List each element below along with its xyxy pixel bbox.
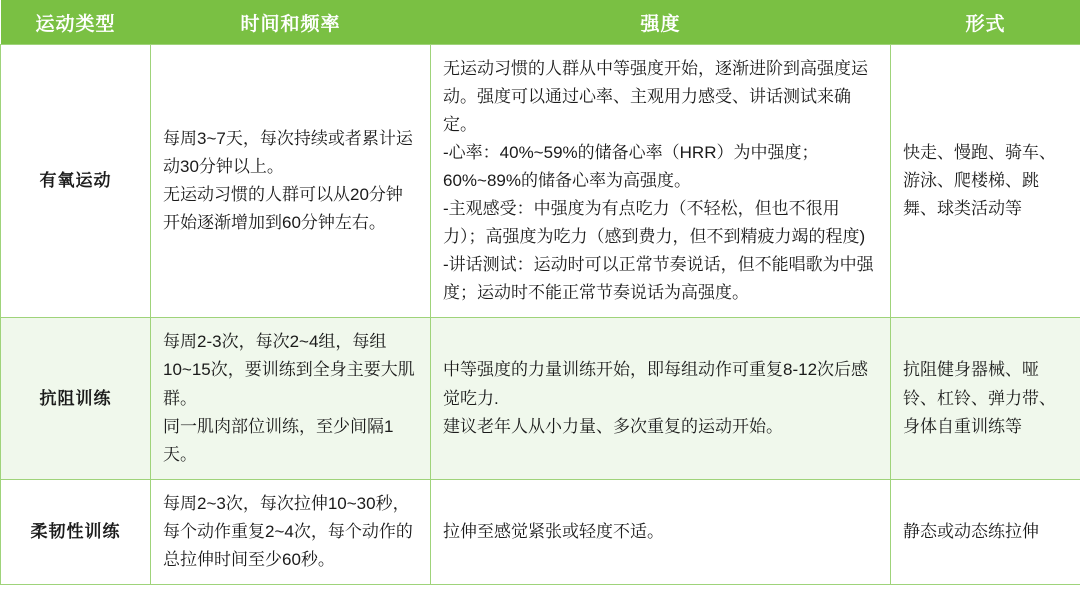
cell-form (891, 479, 1080, 584)
cell-paragraph: -主观感受：中强度为有点吃力（不轻松，但也不很用力）；高强度为吃力（感到费力，但不到精疲力竭的程度) (443, 199, 866, 247)
table-row (1, 45, 1080, 318)
table-header-row (1, 0, 1080, 45)
cell-time-frequency (151, 318, 431, 479)
cell-form (891, 45, 1080, 318)
cell-paragraph: 无运动习惯的人群可以从20分钟开始逐渐增加到60分钟左右。 (163, 185, 403, 233)
cell-intensity (431, 479, 891, 584)
cell-paragraph: 抗阻健身器械、哑铃、杠铃、弹力带、身体自重训练等 (903, 360, 1056, 436)
table-header (1, 0, 1080, 45)
cell-time-frequency (151, 45, 431, 318)
cell-time-frequency (151, 479, 431, 584)
cell-paragraph: -讲话测试：运动时可以正常节奏说话，但不能唱歌为中强度；运动时不能正常节奏说话为高强度。 (443, 255, 874, 303)
table-row (1, 318, 1080, 479)
table-row (1, 479, 1080, 584)
column-header-time-frequency: 时间和频率 (151, 0, 431, 45)
cell-intensity (431, 318, 891, 479)
cell-paragraph: 快走、慢跑、骑车、游泳、爬楼梯、跳舞、球类活动等 (903, 143, 1056, 219)
table-body (1, 45, 1080, 585)
cell-exercise-type: 抗阻训练 (1, 318, 151, 479)
cell-intensity (431, 45, 891, 318)
cell-paragraph: 建议老年人从小力量、多次重复的运动开始。 (443, 416, 783, 436)
column-header-form: 形式 (891, 0, 1080, 45)
cell-paragraph: 中等强度的力量训练开始，即每组动作可重复8-12次后感觉吃力. (443, 360, 869, 408)
cell-paragraph: 每周2-3次，每次2~4组，每组10~15次，要训练到全身主要大肌群。 (163, 332, 415, 408)
cell-paragraph: -心率：40%~59%的储备心率（HRR）为中强度；60%~89%的储备心率为高强度。 (443, 143, 819, 191)
cell-paragraph: 每周3~7天，每次持续或者累计运动30分钟以上。 (163, 129, 413, 177)
cell-paragraph: 同一肌肉部位训练，至少间隔1天。 (163, 416, 394, 464)
cell-paragraph: 每周2~3次，每次拉伸10~30秒，每个动作重复2~4次，每个动作的总拉伸时间至少60秒。 (163, 493, 413, 569)
cell-exercise-type: 柔韧性训练 (1, 479, 151, 584)
cell-exercise-type: 有氧运动 (1, 45, 151, 318)
cell-form (891, 318, 1080, 479)
cell-paragraph: 无运动习惯的人群从中等强度开始，逐渐进阶到高强度运动。强度可以通过心率、主观用力感受、讲话测试来确定。 (443, 59, 868, 135)
cell-paragraph: 拉伸至感觉紧张或轻度不适。 (443, 521, 664, 541)
column-header-exercise-type: 运动类型 (1, 0, 151, 45)
cell-paragraph: 静态或动态练拉伸 (903, 521, 1039, 541)
column-header-intensity: 强度 (431, 0, 891, 45)
